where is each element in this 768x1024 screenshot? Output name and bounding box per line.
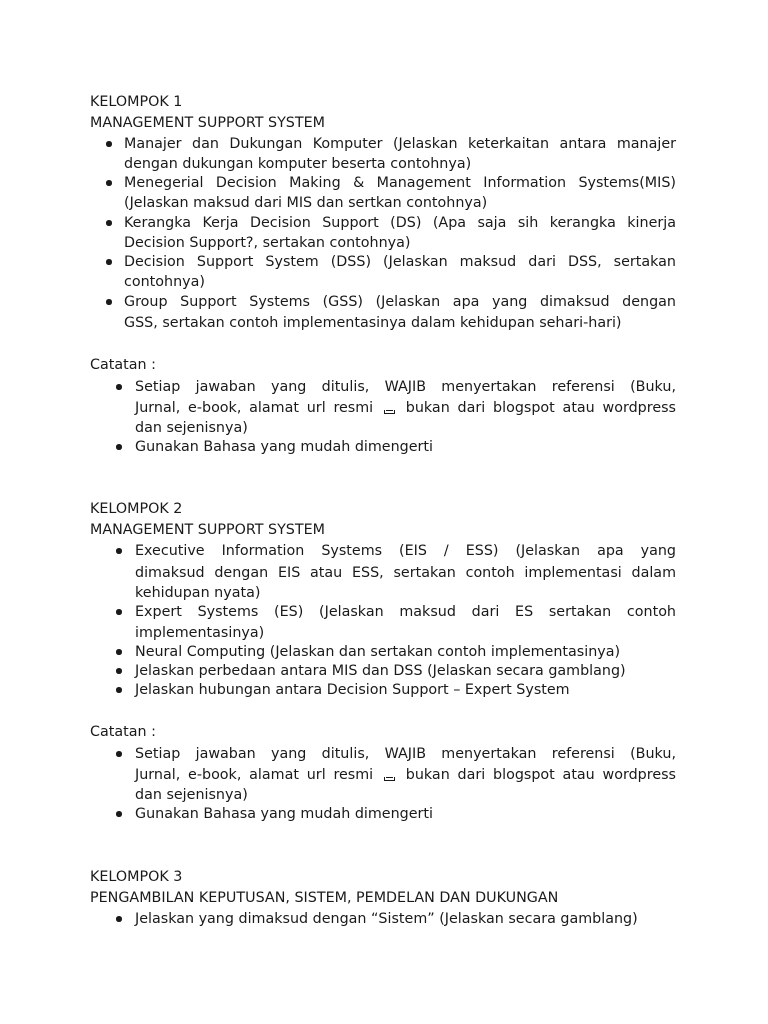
bullet-icon xyxy=(106,141,112,147)
note-line: Gunakan Bahasa yang mudah dimengerti xyxy=(135,806,433,822)
bullet-icon xyxy=(116,811,122,817)
group-2-subtitle: MANAGEMENT SUPPORT SYSTEM xyxy=(90,522,325,538)
group-2-heading: KELOMPOK 2 xyxy=(90,501,183,517)
list-item-line: dimaksud dengan EIS atau ESS, sertakan contoh implementasi dalam xyxy=(135,565,676,581)
bullet-icon xyxy=(116,668,122,674)
list-item-line: (Jelaskan maksud dari MIS dan sertkan contohnya) xyxy=(124,195,488,211)
bullet-icon xyxy=(116,444,122,450)
placeholder-symbol-icon xyxy=(384,772,395,781)
bullet-icon xyxy=(106,259,112,265)
list-item-line: implementasinya) xyxy=(135,625,265,641)
group-1-heading: KELOMPOK 1 xyxy=(90,94,183,110)
bullet-icon xyxy=(116,609,122,615)
list-item-line: Jelaskan perbedaan antara MIS dan DSS (Jelaskan secara gamblang) xyxy=(135,663,626,679)
placeholder-symbol-icon xyxy=(384,405,395,414)
bullet-icon xyxy=(116,649,122,655)
list-item-line: kehidupan nyata) xyxy=(135,585,261,601)
group-3-subtitle: PENGAMBILAN KEPUTUSAN, SISTEM, PEMDELAN DAN DUKUNGAN xyxy=(90,890,559,906)
list-item-line: Jelaskan yang dimaksud dengan “Sistem” (Jelaskan secara gamblang) xyxy=(135,911,638,927)
note-line-part: Jurnal, e-book, alamat url resmi xyxy=(135,400,374,416)
list-item-line: Jelaskan hubungan antara Decision Support – Expert System xyxy=(135,682,570,698)
list-item-line: Executive Information Systems (EIS / ESS) (Jelaskan apa yang xyxy=(135,543,676,559)
list-item-line: Neural Computing (Jelaskan dan sertakan contoh implementasinya) xyxy=(135,644,621,660)
note-line: Gunakan Bahasa yang mudah dimengerti xyxy=(135,439,433,455)
bullet-icon xyxy=(116,384,122,390)
note-line: dan sejenisnya) xyxy=(135,420,248,436)
list-item-line: Manajer dan Dukungan Komputer (Jelaskan keterkaitan antara manajer xyxy=(124,136,676,152)
list-item-line: dengan dukungan komputer beserta contohnya) xyxy=(124,156,472,172)
list-item-line: Kerangka Kerja Decision Support (DS) (Apa saja sih kerangka kinerja xyxy=(124,215,676,231)
note-line: dan sejenisnya) xyxy=(135,787,248,803)
group-3-heading: KELOMPOK 3 xyxy=(90,869,183,885)
list-item-line: contohnya) xyxy=(124,274,205,290)
note-line: Setiap jawaban yang ditulis, WAJIB menyertakan referensi (Buku, xyxy=(135,746,676,762)
bullet-icon xyxy=(116,548,122,554)
group-2-note-label: Catatan : xyxy=(90,724,156,740)
note-line-part: bukan dari blogspot atau wordpress xyxy=(405,767,677,783)
note-line xyxy=(135,398,676,418)
bullet-icon xyxy=(116,687,122,693)
note-line xyxy=(135,765,676,785)
group-1-note-label: Catatan : xyxy=(90,357,156,373)
bullet-icon xyxy=(106,299,112,305)
group-1-subtitle: MANAGEMENT SUPPORT SYSTEM xyxy=(90,115,325,131)
bullet-icon xyxy=(116,916,122,922)
list-item-line: Menegerial Decision Making & Management Information Systems(MIS) xyxy=(124,175,676,191)
bullet-icon xyxy=(116,751,122,757)
list-item-line: GSS, sertakan contoh implementasinya dalam kehidupan sehari-hari) xyxy=(124,315,622,331)
bullet-icon xyxy=(106,220,112,226)
list-item-line: Decision Support System (DSS) (Jelaskan maksud dari DSS, sertakan xyxy=(124,254,676,270)
note-line-part: bukan dari blogspot atau wordpress xyxy=(405,400,677,416)
note-line: Setiap jawaban yang ditulis, WAJIB menyertakan referensi (Buku, xyxy=(135,379,676,395)
list-item-line: Expert Systems (ES) (Jelaskan maksud dari ES sertakan contoh xyxy=(135,604,676,620)
note-line-part: Jurnal, e-book, alamat url resmi xyxy=(135,767,374,783)
bullet-icon xyxy=(106,180,112,186)
list-item-line: Decision Support?, sertakan contohnya) xyxy=(124,235,411,251)
list-item-line: Group Support Systems (GSS) (Jelaskan apa yang dimaksud dengan xyxy=(124,294,676,310)
